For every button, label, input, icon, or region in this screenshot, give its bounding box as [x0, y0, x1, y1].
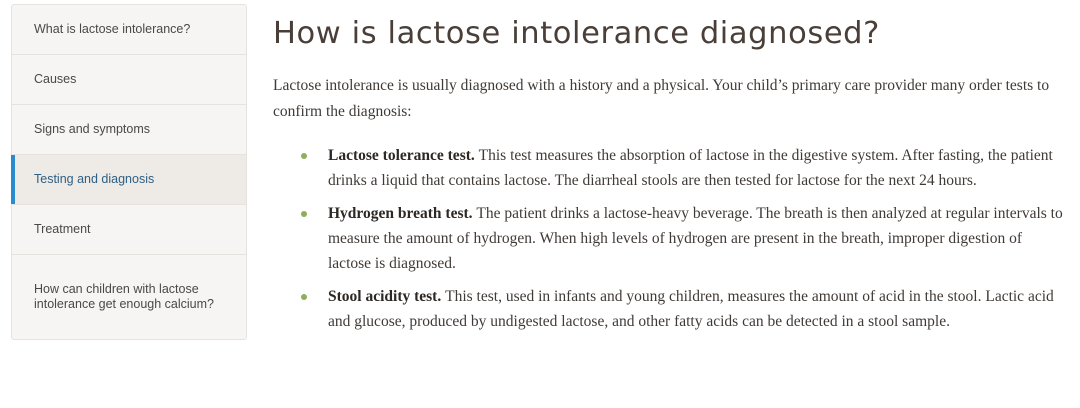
section-nav [11, 4, 247, 340]
test-description: This test, used in infants and young children, measures the amount of acid in the stool. Lactic acid and glucose, produced by undigested lactose, and other fatty acids can be detected in a stool sample. [328, 288, 1054, 330]
list-item-lactose-tolerance [328, 143, 1063, 193]
test-name: Stool acidity test. [328, 288, 446, 305]
list-item-hydrogen-breath [328, 201, 1063, 276]
sidebar-item-label: Treatment [34, 222, 91, 236]
sidebar-item-label: What is lactose intolerance? [34, 22, 191, 36]
bullet-icon [301, 211, 307, 217]
sidebar-item-what-is[interactable] [12, 5, 246, 55]
sidebar-item-label: Signs and symptoms [34, 122, 151, 136]
test-name: Hydrogen breath test. [328, 205, 477, 222]
sidebar-item-treatment[interactable] [12, 205, 246, 255]
test-name: Lactose tolerance test. [328, 147, 479, 164]
bullet-icon [301, 153, 307, 159]
bullet-icon [301, 294, 307, 300]
article-content [273, 14, 1063, 342]
test-description: This test measures the absorption of lactose in the digestive system. After fasting, the patient drinks a liquid that contains lactose. The diarrheal stools are then tested for lactose for the next 24 hours. [328, 147, 1053, 189]
sidebar-item-causes[interactable] [12, 55, 246, 105]
test-description: The patient drinks a lactose-heavy beverage. The breath is then analyzed at regular intervals to measure the amount of hydrogen. When high levels of hydrogen are present in the breath, improper digestion of lactose is diagnosed. [328, 205, 1063, 272]
test-list [273, 143, 1063, 334]
sidebar-item-testing-diagnosis[interactable] [12, 155, 246, 205]
intro-paragraph: Lactose intolerance is usually diagnosed with a history and a physical. Your child’s primary care provider many order tests to confirm the diagnosis: [273, 77, 1050, 120]
sidebar-item-label: Testing and diagnosis [34, 172, 155, 186]
list-item-stool-acidity [328, 284, 1063, 334]
sidebar-item-signs-symptoms[interactable] [12, 105, 246, 155]
sidebar-item-label: How can children with lactose intolerance get enough calcium? [34, 282, 214, 311]
sidebar-item-calcium[interactable] [12, 255, 246, 339]
page-title: How is lactose intolerance diagnosed? [273, 16, 880, 51]
sidebar-item-label: Causes [34, 72, 77, 86]
